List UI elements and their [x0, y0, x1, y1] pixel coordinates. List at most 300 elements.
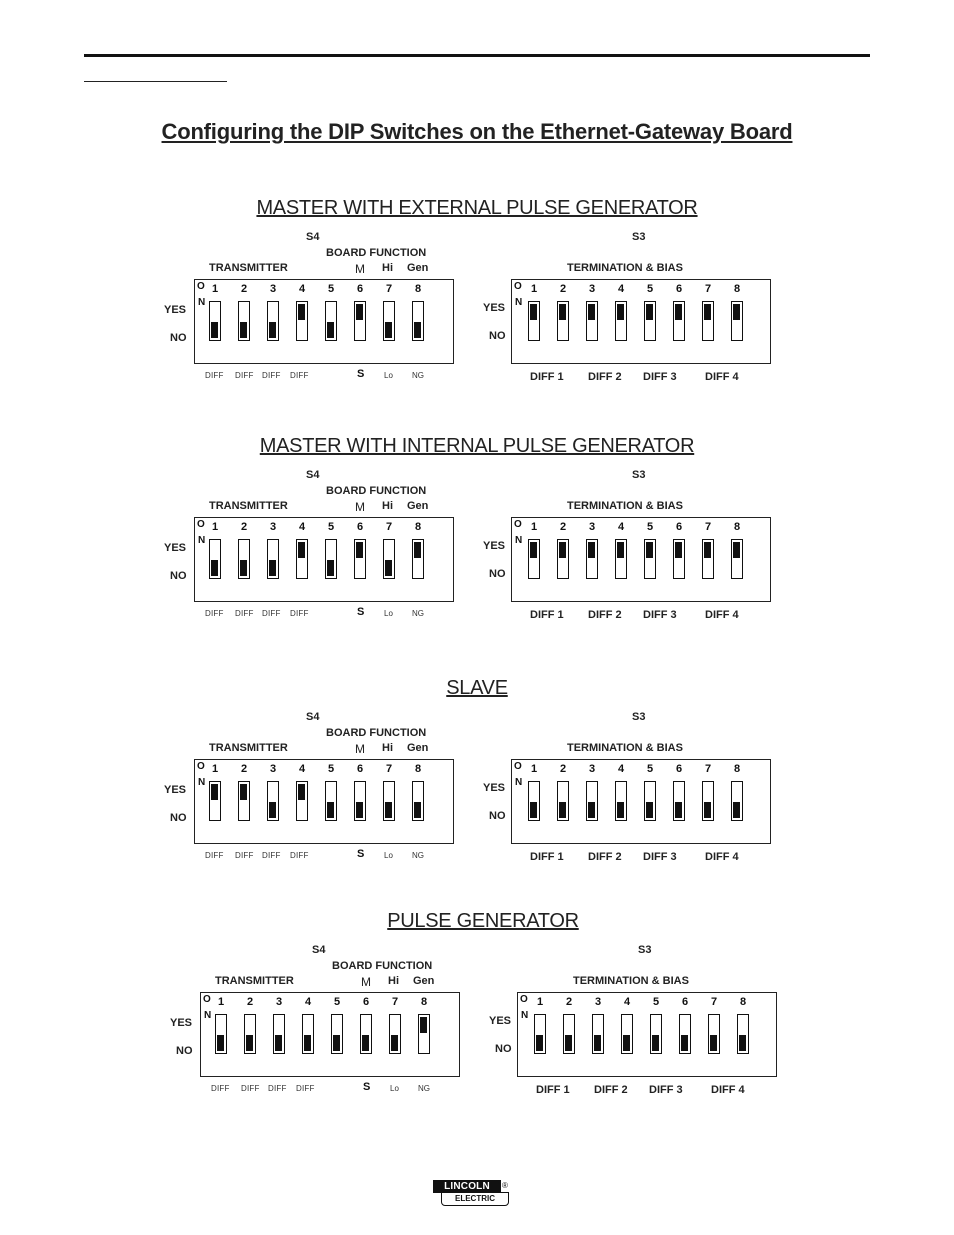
hi-label: Hi — [382, 500, 393, 512]
transmitter-label: TRANSMITTER — [215, 975, 294, 987]
m-label: M — [355, 262, 365, 276]
transmitter-diff-label: DIFF — [235, 371, 254, 380]
switch-number: 2 — [240, 521, 248, 533]
dip-switch — [412, 301, 424, 341]
s3-label: S3 — [632, 711, 646, 723]
switch-number: 1 — [211, 283, 219, 295]
dip-switch-knob-on — [617, 304, 624, 320]
yes-label: YES — [483, 302, 506, 314]
section-title: MASTER WITH EXTERNAL PULSE GENERATOR — [256, 197, 698, 219]
gen-label: Gen — [407, 262, 429, 274]
dip-switch — [267, 781, 279, 821]
s3-label: S3 — [638, 944, 652, 956]
switch-number: 6 — [675, 283, 683, 295]
dip-switch — [702, 781, 714, 821]
switch-number: 4 — [304, 996, 312, 1008]
switch-number: 4 — [298, 763, 306, 775]
transmitter-diff-label: DIFF — [235, 609, 254, 618]
switch-number: 4 — [623, 996, 631, 1008]
dip-switch — [354, 781, 366, 821]
dip-switch — [383, 301, 395, 341]
no-label: NO — [170, 332, 187, 344]
s4-dip-switch-block — [194, 517, 454, 602]
dip-switch-knob-on — [588, 542, 595, 558]
on-label-n: N — [515, 297, 523, 308]
diff-pair-label: DIFF 4 — [705, 371, 739, 383]
switch-number: 7 — [385, 763, 393, 775]
dip-switch — [325, 539, 337, 579]
dip-switch — [650, 1014, 662, 1054]
lo-label: Lo — [390, 1084, 399, 1093]
dip-switch — [383, 781, 395, 821]
switch-number: 4 — [617, 283, 625, 295]
switch-number: 1 — [530, 283, 538, 295]
dip-switch-knob-off — [733, 802, 740, 818]
dip-switch — [209, 301, 221, 341]
on-label-n: N — [204, 1010, 212, 1021]
switch-number: 6 — [675, 763, 683, 775]
dip-switch-knob-off — [623, 1035, 630, 1051]
no-label: NO — [489, 810, 506, 822]
dip-switch — [389, 1014, 401, 1054]
dip-switch — [731, 301, 743, 341]
on-label-n: N — [515, 535, 523, 546]
switch-number: 1 — [217, 996, 225, 1008]
switch-number: 8 — [414, 763, 422, 775]
config-section — [0, 435, 954, 675]
dip-switch-knob-off — [536, 1035, 543, 1051]
dip-switch — [731, 539, 743, 579]
s4-label: S4 — [306, 469, 320, 481]
transmitter-diff-label: DIFF — [205, 851, 224, 860]
s-label: S — [357, 368, 365, 380]
dip-switch-knob-off — [739, 1035, 746, 1051]
dip-switch-knob-on — [675, 542, 682, 558]
diff-pair-label: DIFF 4 — [705, 851, 739, 863]
switch-number: 3 — [588, 521, 596, 533]
dip-switch — [708, 1014, 720, 1054]
dip-switch — [615, 781, 627, 821]
dip-switch — [563, 1014, 575, 1054]
dip-switch-knob-off — [588, 802, 595, 818]
yes-label: YES — [489, 1015, 512, 1027]
on-label-o: O — [514, 519, 522, 530]
on-label-o: O — [520, 994, 528, 1005]
dip-switch — [557, 781, 569, 821]
dip-switch-knob-on — [588, 304, 595, 320]
switch-number: 7 — [704, 521, 712, 533]
dip-switch — [238, 781, 250, 821]
yes-label: YES — [164, 304, 187, 316]
switch-number: 5 — [652, 996, 660, 1008]
m-label: M — [361, 975, 371, 989]
config-section — [0, 677, 954, 917]
dip-switch-knob-off — [559, 802, 566, 818]
switch-number: 1 — [211, 521, 219, 533]
dip-switch-knob-off — [327, 802, 334, 818]
on-label-o: O — [514, 281, 522, 292]
m-label: M — [355, 742, 365, 756]
dip-switch-knob-on — [414, 542, 421, 558]
lo-label: Lo — [384, 609, 393, 618]
switch-number: 6 — [356, 283, 364, 295]
lo-label: Lo — [384, 371, 393, 380]
dip-switch-knob-on — [559, 304, 566, 320]
ng-label: NG — [412, 371, 424, 380]
dip-switch-knob-off — [646, 802, 653, 818]
switch-number: 6 — [681, 996, 689, 1008]
dip-switch-knob-off — [356, 802, 363, 818]
switch-number: 5 — [327, 763, 335, 775]
dip-switch-knob-off — [710, 1035, 717, 1051]
switch-number: 8 — [420, 996, 428, 1008]
dip-switch — [702, 539, 714, 579]
board-function-label: BOARD FUNCTION — [326, 485, 427, 497]
dip-switch-knob-off — [240, 560, 247, 576]
section-title: MASTER WITH INTERNAL PULSE GENERATOR — [259, 435, 695, 457]
dip-switch — [215, 1014, 227, 1054]
dip-switch-knob-off — [333, 1035, 340, 1051]
s-label: S — [363, 1081, 371, 1093]
ng-label: NG — [418, 1084, 430, 1093]
transmitter-diff-label: DIFF — [290, 371, 309, 380]
lincoln-electric-logo — [433, 1180, 509, 1206]
switch-number: 5 — [327, 521, 335, 533]
switch-number: 7 — [710, 996, 718, 1008]
switch-number: 3 — [588, 763, 596, 775]
diff-pair-label: DIFF 4 — [711, 1084, 745, 1096]
switch-number: 4 — [617, 763, 625, 775]
dip-switch — [273, 1014, 285, 1054]
dip-switch-knob-off — [275, 1035, 282, 1051]
dip-switch-knob-on — [733, 304, 740, 320]
switch-number: 4 — [298, 283, 306, 295]
gen-label: Gen — [407, 500, 429, 512]
dip-switch — [615, 301, 627, 341]
dip-switch-knob-off — [594, 1035, 601, 1051]
no-label: NO — [489, 330, 506, 342]
board-function-label: BOARD FUNCTION — [326, 247, 427, 259]
dip-switch-knob-off — [327, 322, 334, 338]
dip-switch — [383, 539, 395, 579]
ng-label: NG — [412, 609, 424, 618]
dip-switch-knob-off — [675, 802, 682, 818]
dip-switch-knob-on — [298, 784, 305, 800]
dip-switch — [644, 301, 656, 341]
diff-pair-label: DIFF 1 — [536, 1084, 570, 1096]
dip-switch — [586, 781, 598, 821]
dip-switch — [244, 1014, 256, 1054]
dip-switch-knob-off — [304, 1035, 311, 1051]
dip-switch-knob-on — [704, 542, 711, 558]
switch-number: 1 — [536, 996, 544, 1008]
transmitter-label: TRANSMITTER — [209, 500, 288, 512]
dip-switch — [528, 301, 540, 341]
dip-switch — [644, 781, 656, 821]
on-label-o: O — [203, 994, 211, 1005]
diff-pair-label: DIFF 3 — [649, 1084, 683, 1096]
dip-switch-knob-on — [298, 304, 305, 320]
switch-number: 7 — [704, 763, 712, 775]
switch-number: 7 — [385, 283, 393, 295]
switch-number: 8 — [739, 996, 747, 1008]
dip-switch-knob-on — [240, 784, 247, 800]
no-label: NO — [489, 568, 506, 580]
no-label: NO — [495, 1043, 512, 1055]
switch-number: 8 — [733, 763, 741, 775]
diff-pair-label: DIFF 1 — [530, 371, 564, 383]
dip-switch — [296, 301, 308, 341]
lo-label: Lo — [384, 851, 393, 860]
on-label-o: O — [514, 761, 522, 772]
yes-label: YES — [483, 540, 506, 552]
dip-switch-knob-off — [414, 322, 421, 338]
dip-switch-knob-off — [246, 1035, 253, 1051]
switch-number: 2 — [559, 283, 567, 295]
board-function-label: BOARD FUNCTION — [332, 960, 433, 972]
dip-switch-knob-on — [211, 784, 218, 800]
dip-switch — [296, 539, 308, 579]
no-label: NO — [170, 570, 187, 582]
s3-dip-switch-block — [511, 279, 771, 364]
dip-switch-knob-off — [240, 322, 247, 338]
diff-pair-label: DIFF 3 — [643, 851, 677, 863]
section-title: SLAVE — [446, 677, 508, 699]
logo-top: LINCOLN — [433, 1180, 501, 1193]
hi-label: Hi — [382, 742, 393, 754]
s3-dip-switch-block — [511, 517, 771, 602]
hi-label: Hi — [388, 975, 399, 987]
dip-switch — [412, 539, 424, 579]
dip-switch — [586, 539, 598, 579]
dip-switch — [586, 301, 598, 341]
switch-number: 2 — [565, 996, 573, 1008]
dip-switch-knob-on — [733, 542, 740, 558]
switch-number: 8 — [414, 521, 422, 533]
dip-switch-knob-off — [362, 1035, 369, 1051]
transmitter-diff-label: DIFF — [235, 851, 254, 860]
s4-dip-switch-block — [194, 279, 454, 364]
top-rule — [84, 54, 870, 57]
dip-switch — [702, 301, 714, 341]
transmitter-diff-label: DIFF — [296, 1084, 315, 1093]
switch-number: 5 — [333, 996, 341, 1008]
on-label-n: N — [198, 535, 206, 546]
switch-number: 2 — [559, 763, 567, 775]
transmitter-diff-label: DIFF — [262, 851, 281, 860]
dip-switch-knob-off — [269, 560, 276, 576]
dip-switch-knob-on — [420, 1017, 427, 1033]
dip-switch — [209, 781, 221, 821]
dip-switch-knob-on — [646, 304, 653, 320]
s4-label: S4 — [306, 711, 320, 723]
switch-number: 7 — [704, 283, 712, 295]
section-rule — [84, 81, 227, 82]
dip-switch — [360, 1014, 372, 1054]
dip-switch-knob-on — [704, 304, 711, 320]
dip-switch-knob-off — [327, 560, 334, 576]
s4-label: S4 — [312, 944, 326, 956]
dip-switch — [238, 539, 250, 579]
transmitter-diff-label: DIFF — [205, 371, 224, 380]
dip-switch — [592, 1014, 604, 1054]
on-label-o: O — [197, 519, 205, 530]
switch-number: 5 — [646, 763, 654, 775]
switch-number: 3 — [269, 521, 277, 533]
dip-switch-knob-off — [704, 802, 711, 818]
switch-number: 1 — [211, 763, 219, 775]
on-label-n: N — [521, 1010, 529, 1021]
dip-switch — [731, 781, 743, 821]
dip-switch-knob-on — [530, 542, 537, 558]
dip-switch — [412, 781, 424, 821]
termination-bias-label: TERMINATION & BIAS — [567, 742, 683, 754]
switch-number: 3 — [594, 996, 602, 1008]
dip-switch — [331, 1014, 343, 1054]
dip-switch-knob-on — [646, 542, 653, 558]
transmitter-diff-label: DIFF — [290, 609, 309, 618]
transmitter-label: TRANSMITTER — [209, 262, 288, 274]
switch-number: 3 — [269, 283, 277, 295]
switch-number: 3 — [588, 283, 596, 295]
yes-label: YES — [483, 782, 506, 794]
switch-number: 6 — [362, 996, 370, 1008]
page-title: Configuring the DIP Switches on the Ethernet-Gateway Board — [161, 119, 793, 144]
dip-switch — [296, 781, 308, 821]
dip-switch-knob-off — [652, 1035, 659, 1051]
switch-number: 5 — [646, 521, 654, 533]
s-label: S — [357, 606, 365, 618]
config-section — [6, 910, 954, 1150]
dip-switch — [679, 1014, 691, 1054]
s-label: S — [357, 848, 365, 860]
dip-switch — [209, 539, 221, 579]
transmitter-label: TRANSMITTER — [209, 742, 288, 754]
no-label: NO — [170, 812, 187, 824]
dip-switch — [673, 539, 685, 579]
switch-number: 2 — [240, 763, 248, 775]
transmitter-diff-label: DIFF — [205, 609, 224, 618]
switch-number: 6 — [675, 521, 683, 533]
transmitter-diff-label: DIFF — [211, 1084, 230, 1093]
on-label-n: N — [198, 777, 206, 788]
on-label-n: N — [198, 297, 206, 308]
dip-switch — [534, 1014, 546, 1054]
on-label-n: N — [515, 777, 523, 788]
dip-switch — [557, 301, 569, 341]
switch-number: 5 — [327, 283, 335, 295]
dip-switch — [354, 301, 366, 341]
dip-switch-knob-on — [298, 542, 305, 558]
dip-switch — [238, 301, 250, 341]
diff-pair-label: DIFF 1 — [530, 609, 564, 621]
diff-pair-label: DIFF 2 — [588, 371, 622, 383]
on-label-o: O — [197, 281, 205, 292]
switch-number: 7 — [391, 996, 399, 1008]
config-section — [0, 197, 954, 437]
dip-switch-knob-on — [559, 542, 566, 558]
dip-switch — [418, 1014, 430, 1054]
dip-switch-knob-on — [356, 304, 363, 320]
dip-switch-knob-off — [211, 322, 218, 338]
dip-switch-knob-on — [675, 304, 682, 320]
dip-switch-knob-off — [269, 802, 276, 818]
hi-label: Hi — [382, 262, 393, 274]
diff-pair-label: DIFF 2 — [588, 609, 622, 621]
ng-label: NG — [412, 851, 424, 860]
switch-number: 1 — [530, 521, 538, 533]
termination-bias-label: TERMINATION & BIAS — [567, 262, 683, 274]
dip-switch — [528, 781, 540, 821]
dip-switch — [325, 781, 337, 821]
dip-switch-knob-on — [617, 542, 624, 558]
dip-switch — [557, 539, 569, 579]
dip-switch-knob-off — [681, 1035, 688, 1051]
dip-switch — [528, 539, 540, 579]
s3-dip-switch-block — [517, 992, 777, 1077]
switch-number: 5 — [646, 283, 654, 295]
transmitter-diff-label: DIFF — [290, 851, 309, 860]
switch-number: 3 — [269, 763, 277, 775]
dip-switch — [325, 301, 337, 341]
yes-label: YES — [164, 542, 187, 554]
dip-switch-knob-on — [356, 542, 363, 558]
dip-switch-knob-on — [530, 304, 537, 320]
switch-number: 8 — [733, 521, 741, 533]
diff-pair-label: DIFF 1 — [530, 851, 564, 863]
yes-label: YES — [164, 784, 187, 796]
gen-label: Gen — [407, 742, 429, 754]
switch-number: 4 — [298, 521, 306, 533]
diff-pair-label: DIFF 2 — [588, 851, 622, 863]
dip-switch-knob-off — [217, 1035, 224, 1051]
switch-number: 2 — [559, 521, 567, 533]
dip-switch-knob-off — [391, 1035, 398, 1051]
switch-number: 1 — [530, 763, 538, 775]
dip-switch-knob-off — [530, 802, 537, 818]
diff-pair-label: DIFF 2 — [594, 1084, 628, 1096]
dip-switch — [673, 781, 685, 821]
s3-label: S3 — [632, 469, 646, 481]
termination-bias-label: TERMINATION & BIAS — [573, 975, 689, 987]
m-label: M — [355, 500, 365, 514]
switch-number: 6 — [356, 763, 364, 775]
dip-switch — [737, 1014, 749, 1054]
dip-switch-knob-off — [211, 560, 218, 576]
switch-number: 4 — [617, 521, 625, 533]
section-title: PULSE GENERATOR — [387, 910, 579, 932]
dip-switch-knob-off — [414, 802, 421, 818]
transmitter-diff-label: DIFF — [262, 371, 281, 380]
diff-pair-label: DIFF 3 — [643, 609, 677, 621]
dip-switch-knob-off — [617, 802, 624, 818]
transmitter-diff-label: DIFF — [241, 1084, 260, 1093]
dip-switch-knob-off — [385, 802, 392, 818]
dip-switch-knob-off — [385, 322, 392, 338]
dip-switch — [621, 1014, 633, 1054]
s3-dip-switch-block — [511, 759, 771, 844]
no-label: NO — [176, 1045, 193, 1057]
logo-bottom: ELECTRIC — [441, 1192, 509, 1206]
s3-label: S3 — [632, 231, 646, 243]
dip-switch-knob-off — [565, 1035, 572, 1051]
diff-pair-label: DIFF 4 — [705, 609, 739, 621]
transmitter-diff-label: DIFF — [262, 609, 281, 618]
yes-label: YES — [170, 1017, 193, 1029]
board-function-label: BOARD FUNCTION — [326, 727, 427, 739]
switch-number: 2 — [240, 283, 248, 295]
switch-number: 6 — [356, 521, 364, 533]
